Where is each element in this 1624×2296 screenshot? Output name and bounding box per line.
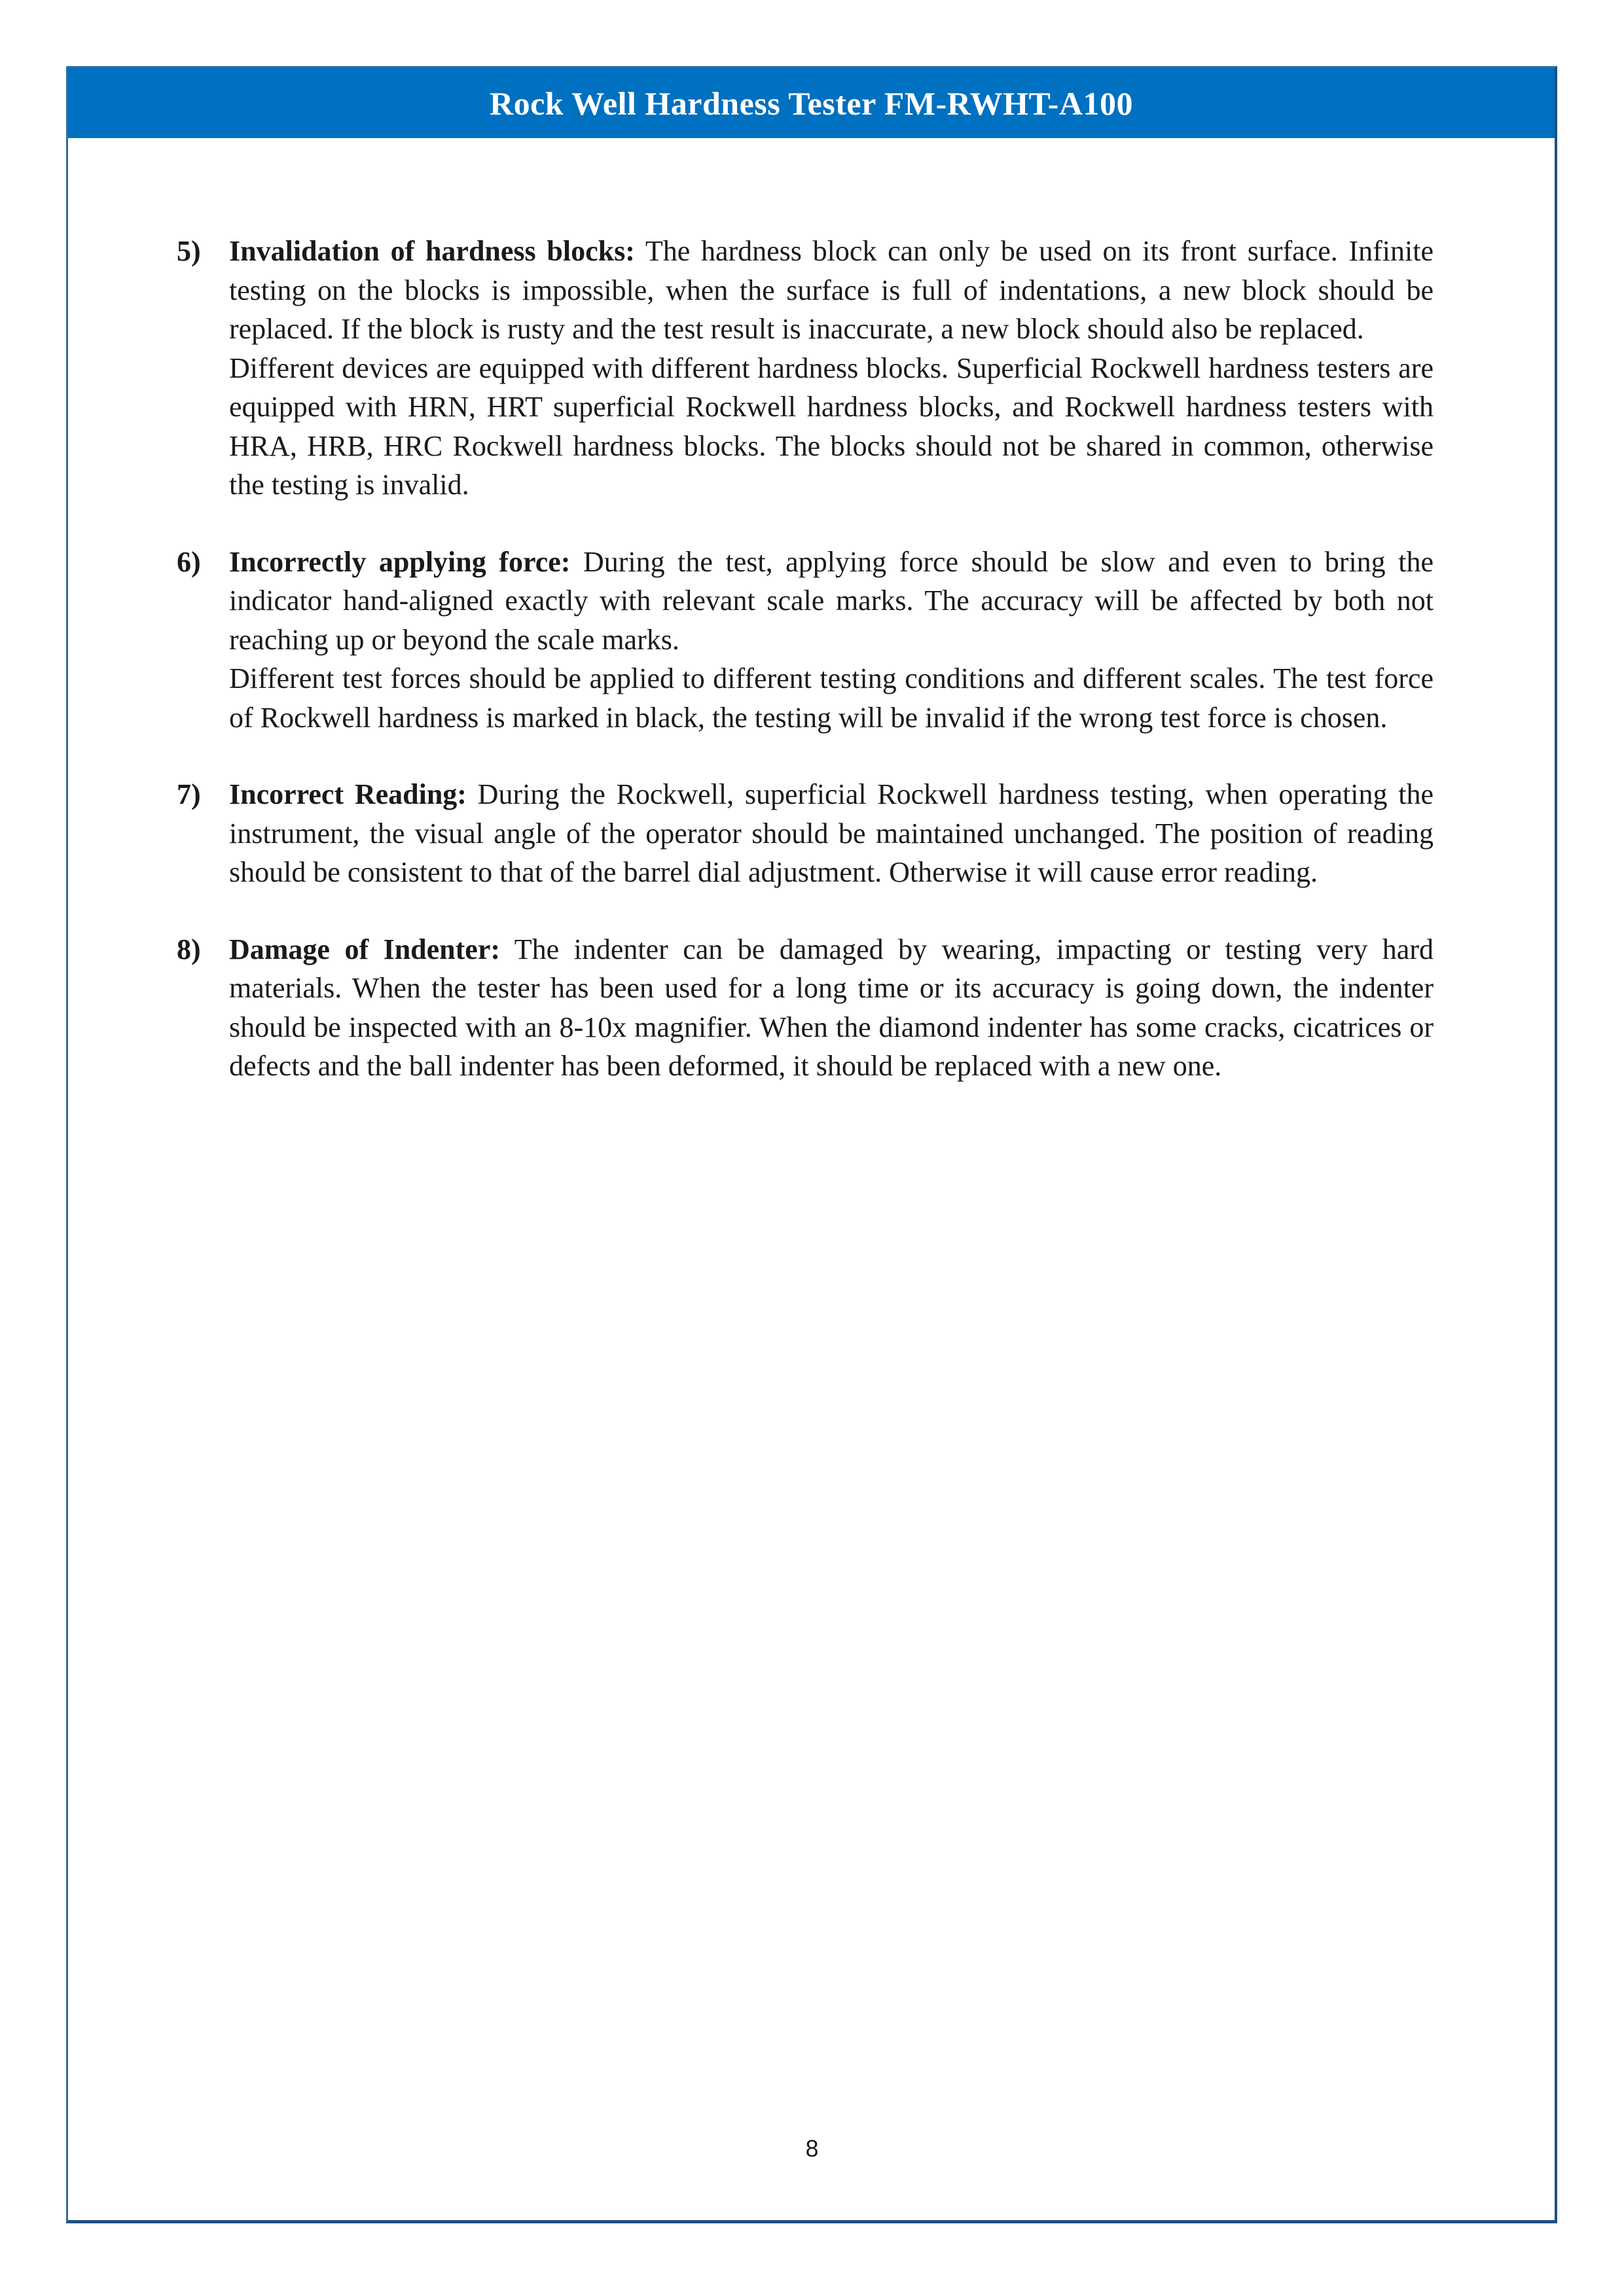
item-paragraph [229,232,1434,349]
list-item-invalidation-of-hardness-blocks [177,232,1434,505]
item-heading: Incorrect Reading: [229,778,467,810]
page-number: 8 [805,2135,819,2162]
item-heading: Incorrectly applying force: [229,545,571,578]
item-paragraph [229,930,1434,1086]
item-number: 7) [177,778,201,810]
item-text: During the test, applying force should be slow and even to bring the indicator hand-aligned exactly with relevant scale marks. The accuracy will be affected by both not reaching up or beyond the scale marks. [229,545,1434,656]
list-item-damage-of-indenter [177,930,1434,1086]
header-bar [68,68,1555,138]
item-paragraph [229,775,1434,892]
item-paragraph: Different devices are equipped with different hardness blocks. Superficial Rockwell hardness testers are equipped with HRN, HRT superficial Rockwell hardness blocks, and Rockwell hardness testers with HRA, HRB, HRC Rockwell hardness blocks. The blocks should not be shared in common, otherwise the testing is invalid. [229,351,1434,501]
item-paragraph: Different test forces should be applied to different testing conditions and different scales. The test force of Rockwell hardness is marked in black, the testing will be invalid if the wrong test force is chosen. [229,662,1434,734]
list-item-incorrectly-applying-force [177,543,1434,738]
item-text: The hardness block can only be used on its front surface. Infinite testing on the blocks is impossible, when the surface is full of indentations, a new block should be replaced. If the block is rusty and the test result is inaccurate, a new block should also be replaced. [229,235,1434,345]
item-number: 8) [177,933,201,965]
item-paragraph [229,543,1434,660]
item-text: The indenter can be damaged by wearing, impacting or testing very hard materials. When the tester has been used for a long time or its accuracy is going down, the indenter should be inspected with an 8-10x magnifier. When the diamond indenter has some cracks, cicatrices or defects and the ball indenter has been deformed, it should be replaced with a new one. [229,933,1434,1082]
item-heading: Damage of Indenter: [229,933,501,965]
item-number: 6) [177,545,201,578]
content-area [177,232,1434,1124]
item-number: 5) [177,235,201,267]
item-heading: Invalidation of hardness blocks: [229,235,635,267]
list-item-incorrect-reading [177,775,1434,892]
item-text: During the Rockwell, superficial Rockwell hardness testing, when operating the instrument, the visual angle of the operator should be maintained unchanged. The position of reading should be consistent to that of the barrel dial adjustment. Otherwise it will cause error reading. [229,778,1434,888]
document-title: Rock Well Hardness Tester FM-RWHT-A100 [489,84,1133,122]
